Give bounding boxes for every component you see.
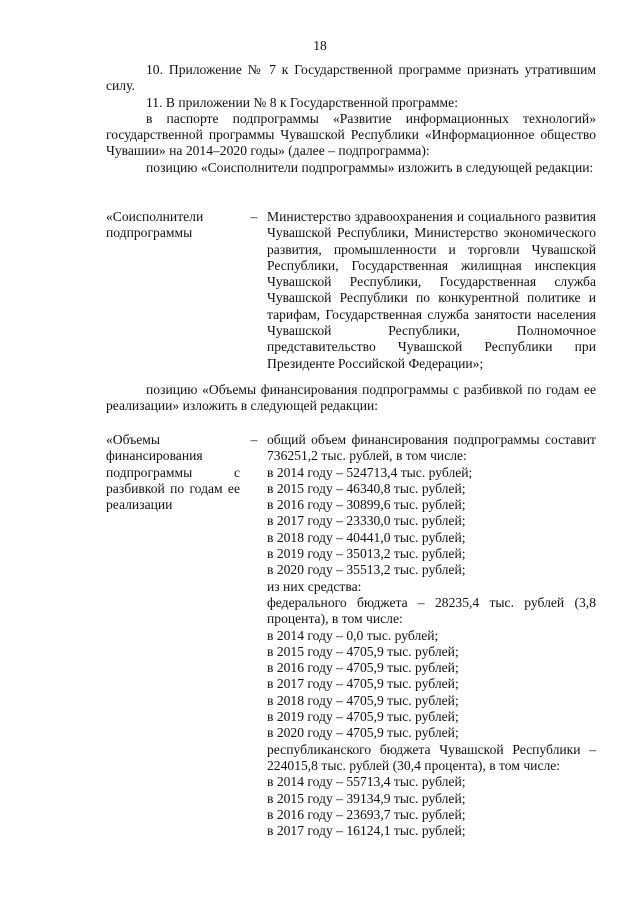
intro-section [106, 62, 596, 176]
federal-year-2015: в 2015 году – 4705,9 тыс. рублей; [267, 643, 459, 659]
republican-budget: республиканского бюджета Чувашской Республики – 224015,8 тыс. рублей (30,4 процента), в том числе: [267, 741, 596, 773]
total-year-2014: в 2014 году – 524713,4 тыс. рублей; [267, 464, 473, 480]
paragraph-passport: в паспорте подпрограммы «Развитие информационных технологий» государственной программы Чувашской Республики «Информационное общество Чувашии» на 2014–2020 годы» (далее – подпрограмма): [106, 110, 596, 159]
paragraph-annex7: 10. Приложение № 7 к Государственной программе признать утратившим силу. [106, 62, 596, 94]
total-year-2015: в 2015 году – 46340,8 тыс. рублей; [267, 480, 466, 496]
federal-year-2019: в 2019 году – 4705,9 тыс. рублей; [267, 709, 459, 725]
total-year-2020: в 2020 году – 35513,2 тыс. рублей; [267, 562, 466, 578]
middle-section [106, 382, 596, 415]
financing-value [267, 432, 596, 839]
financing-total: общий объем финансирования подпрограммы составит 736251,2 тыс. рублей, в том числе: [267, 432, 596, 464]
federal-budget: федерального бюджета – 28235,4 тыс. рублей (3,8 процента), в том числе: [267, 594, 596, 627]
sources-label: из них средства: [267, 578, 362, 594]
paragraph-coexecutors-intro: позицию «Соисполнители подпрограммы» изложить в следующей редакции: [146, 159, 594, 175]
republican-year-2017: в 2017 году – 16124,1 тыс. рублей; [267, 823, 466, 839]
paragraph-annex8: 11. В приложении № 8 к Государственной программе: [146, 94, 458, 110]
total-year-2016: в 2016 году – 30899,6 тыс. рублей; [267, 497, 466, 513]
federal-year-2018: в 2018 году – 4705,9 тыс. рублей; [267, 692, 459, 708]
total-year-2017: в 2017 году – 23330,0 тыс. рублей; [267, 513, 466, 529]
federal-year-2016: в 2016 году – 4705,9 тыс. рублей; [267, 660, 459, 676]
coexecutors-value [267, 209, 596, 372]
financing-dash: – [250, 432, 258, 447]
federal-year-2014: в 2014 году – 0,0 тыс. рублей; [267, 627, 439, 643]
federal-year-2017: в 2017 году – 4705,9 тыс. рублей; [267, 676, 459, 692]
federal-year-2020: в 2020 году – 4705,9 тыс. рублей; [267, 725, 459, 741]
coexecutors-label: «Соисполнители подпрограммы [106, 209, 204, 241]
financing-label: «Объемы финансирования подпрограммы с разбивкой по годам ее реализации [106, 432, 240, 513]
republican-year-2015: в 2015 году – 39134,9 тыс. рублей; [267, 790, 466, 806]
coexecutors-text: Министерство здравоохранения и социального развития Чувашской Республики, Министерство экономического развития, промышленности и торговли Чувашской Республики, Государственная жилищная инспекция Чувашской Республики, Государственная служба Чувашской Республики по конкурентной политике и тарифам, Государственная служба занятости населения Чувашской Республики, Полномочное представительство Чувашской Республики при Президенте Российской Федерации»; [267, 209, 596, 371]
total-year-2019: в 2019 году – 35013,2 тыс. рублей; [267, 546, 466, 562]
republican-year-2016: в 2016 году – 23693,7 тыс. рублей; [267, 806, 466, 822]
paragraph-financing-intro: позицию «Объемы финансирования подпрограммы с разбивкой по годам ее реализации» изложить в следующей редакции: [106, 382, 596, 414]
republican-year-2014: в 2014 году – 55713,4 тыс. рублей; [267, 774, 466, 790]
page-number: 18 [313, 38, 327, 53]
total-year-2018: в 2018 году – 40441,0 тыс. рублей; [267, 529, 466, 545]
coexecutors-dash: – [250, 209, 258, 224]
